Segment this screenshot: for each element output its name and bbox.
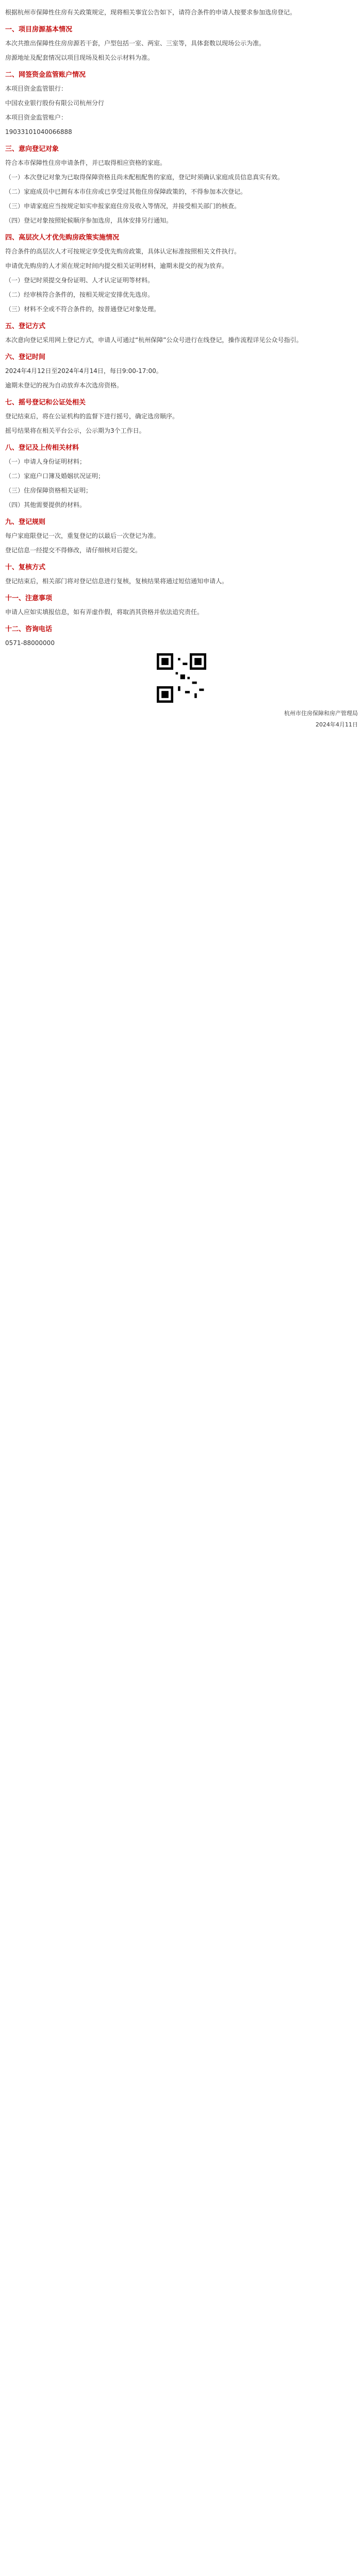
section-paragraph: 登记结束后，将在公证机构的监督下进行摇号，确定选房顺序。 [5,413,179,420]
section-heading: 十、复核方式 [5,564,46,571]
footer-date: 2024年4月11日 [316,721,358,728]
section-paragraph: 本项目资金监管银行： [5,85,68,92]
section-paragraph: 2024年4月12日至2024年4月14日，每日9:00-17:00。 [5,367,162,375]
section-paragraph: （一）本次登记对象为已取得保障资格且尚未配租配售的家庭，登记时须确认家庭成员信息真实有效。 [5,174,284,181]
section-paragraph: （一）申请人身份证明材料； [5,458,86,465]
qr-code-icon [157,653,206,703]
section-heading: 八、登记及上传相关材料 [5,444,79,452]
section-paragraph: 0571-88000000 [5,639,55,647]
section-paragraph: 本次意向登记采用网上登记方式，申请人可通过“杭州保障”公众号进行在线登记，操作流程详见公众号指引。 [5,336,303,344]
footer [5,709,358,730]
section-heading: 四、高层次人才优先购房政策实施情况 [5,234,120,242]
section-paragraph: 房源地址及配套情况以项目现场及相关公示材料为准。 [5,54,154,61]
section-paragraph: 申请优先购房的人才须在规定时间内提交相关证明材料，逾期未提交的视为放弃。 [5,262,228,269]
section-heading: 一、项目房源基本情况 [5,26,73,33]
section-paragraph: 本次共推出保障性住房房源若干套，户型包括一室、两室、三室等，具体套数以现场公示为准。 [5,40,266,47]
section-heading: 九、登记规则 [5,518,46,526]
section-paragraph: 本项目资金监管账户： [5,114,68,121]
section-paragraph: 登记结束后，相关部门将对登记信息进行复核，复核结果将通过短信通知申请人。 [5,578,228,585]
section-paragraph: 符合条件的高层次人才可按规定享受优先购房政策，具体认定标准按照相关文件执行。 [5,248,241,255]
section-paragraph: 每户家庭限登记一次，重复登记的以最后一次登记为准。 [5,532,160,539]
sections [5,24,358,648]
section-paragraph: （二）家庭成员中已拥有本市住房或已享受过其他住房保障政策的，不得参加本次登记。 [5,188,247,195]
section-paragraph: （四）登记对象按照轮候顺序参加选房，具体安排另行通知。 [5,217,173,224]
section-heading: 六、登记时间 [5,353,46,361]
section-heading: 十一、注意事项 [5,595,53,602]
section-paragraph: （三）申请家庭应当按规定如实申报家庭住房及收入等情况，并接受相关部门的核查。 [5,202,241,210]
section-heading: 三、意向登记对象 [5,145,59,153]
document-page [0,0,363,737]
section-paragraph: 中国农业银行股份有限公司杭州分行 [5,99,105,107]
section-paragraph: 19033101040066888 [5,128,72,135]
section-paragraph: （二）家庭户口簿及婚姻状况证明； [5,472,105,480]
section-paragraph: 摇号结果将在相关平台公示，公示期为3个工作日。 [5,427,145,434]
section-paragraph: 申请人应如实填报信息，如有弄虚作假，将取消其资格并依法追究责任。 [5,608,204,616]
section-paragraph: 登记信息一经提交不得修改，请仔细核对后提交。 [5,547,142,554]
section-paragraph: （二）经审核符合条件的，按相关规定安排优先选房。 [5,291,154,298]
section-heading: 七、摇号登记和公证处相关 [5,399,86,406]
section-paragraph: （三）住房保障资格相关证明； [5,487,92,494]
section-paragraph: 符合本市保障性住房申请条件，并已取得相应资格的家庭。 [5,159,167,166]
section-paragraph: （三）材料不全或不符合条件的，按普通登记对象处理。 [5,306,160,313]
section-paragraph: 逾期未登记的视为自动放弃本次选房资格。 [5,382,123,389]
section-paragraph: （四）其他需要提供的材料。 [5,501,86,509]
footer-org: 杭州市住房保障和房产管理局 [284,710,358,717]
qr-code-block [5,653,358,703]
intro-paragraph: 根据杭州市保障性住房有关政策规定，现将相关事宜公告如下，请符合条件的申请人按要求参加选房登记。 [5,9,296,16]
section-heading: 五、登记方式 [5,323,46,330]
section-heading: 二、网签资金监管账户情况 [5,71,86,79]
section-heading: 十二、咨询电话 [5,625,53,633]
section-paragraph: （一）登记时须提交身份证明、人才认定证明等材料。 [5,277,154,284]
